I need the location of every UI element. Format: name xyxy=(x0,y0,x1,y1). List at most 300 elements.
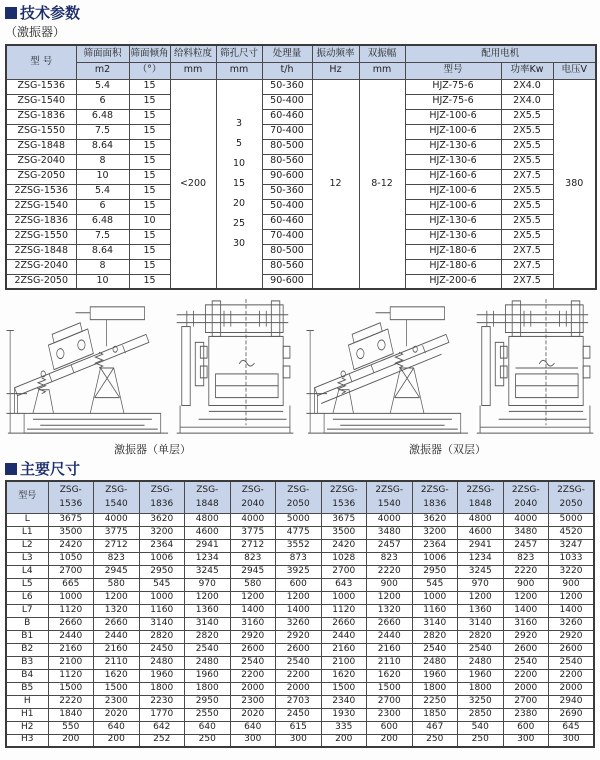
dim-value-cell: 2950 xyxy=(412,565,458,578)
screen-area-cell: 8.64 xyxy=(76,244,129,259)
motor-power-cell: 2X7.5 xyxy=(501,169,553,184)
motor-model-cell: HJZ-100-6 xyxy=(405,124,501,139)
dim-value-cell: 1200 xyxy=(185,591,231,604)
screen-area-cell: 6 xyxy=(76,199,129,214)
screen-angle-cell: 15 xyxy=(129,199,170,214)
motor-power-cell: 2X5.5 xyxy=(501,154,553,169)
dim-value-cell: 2712 xyxy=(230,539,276,552)
motor-power-cell: 2X5.5 xyxy=(501,229,553,244)
dim-value-cell: 3200 xyxy=(139,526,185,539)
dims-row-L4 xyxy=(6,565,594,578)
feed-size-cell: <200 xyxy=(170,79,216,289)
dim-label-cell: B4 xyxy=(6,669,48,682)
dim-value-cell: 900 xyxy=(367,578,413,591)
header-motor-power: 功率Kw xyxy=(501,62,553,79)
motor-model-cell: HJZ-200-6 xyxy=(405,274,501,289)
dim-value-cell: 2660 xyxy=(94,617,140,630)
dim-value-cell: 2420 xyxy=(321,539,367,552)
dim-value-cell: 252 xyxy=(139,734,185,747)
dim-value-cell: 2820 xyxy=(185,630,231,643)
dim-value-cell: 1033 xyxy=(549,552,595,565)
screen-angle-cell: 15 xyxy=(129,274,170,289)
technical-drawings xyxy=(5,295,595,441)
dim-value-cell: 1500 xyxy=(94,682,140,695)
dim-value-cell: 1800 xyxy=(139,682,185,695)
dim-value-cell: 1500 xyxy=(321,682,367,695)
dim-value-cell: 1200 xyxy=(230,591,276,604)
model-cell: 2ZSG-1848 xyxy=(6,244,76,259)
screen-angle-cell: 15 xyxy=(129,169,170,184)
dim-label-cell: H xyxy=(6,695,48,708)
exciter-header-row-1 xyxy=(6,45,596,62)
dims-row-B xyxy=(6,617,594,630)
dim-value-cell: 823 xyxy=(94,552,140,565)
screen-area-cell: 10 xyxy=(76,274,129,289)
dim-value-cell: 2440 xyxy=(367,630,413,643)
model-cell: ZSG-1540 xyxy=(6,94,76,109)
dims-row-B5 xyxy=(6,682,594,695)
dim-label-cell: L1 xyxy=(6,526,48,539)
screen-area-cell: 7.5 xyxy=(76,124,129,139)
dim-value-cell: 2000 xyxy=(276,682,322,695)
dim-value-cell: 1200 xyxy=(549,591,595,604)
dim-value-cell: 3775 xyxy=(230,526,276,539)
motor-model-cell: HJZ-130-6 xyxy=(405,154,501,169)
dim-value-cell: 2540 xyxy=(185,643,231,656)
dim-value-cell: 2700 xyxy=(48,565,94,578)
dim-value-cell: 300 xyxy=(549,734,595,747)
single-layer-end-view-drawing xyxy=(175,295,295,441)
dims-col-ZSG-1848: ZSG- 1848 xyxy=(185,481,231,513)
exciter-row xyxy=(6,94,596,109)
section-main-dimensions xyxy=(5,459,595,478)
screen-area-cell: 6.48 xyxy=(76,109,129,124)
motor-power-cell: 2X5.5 xyxy=(501,214,553,229)
model-cell: 2ZSG-2040 xyxy=(6,259,76,274)
dim-value-cell: 2230 xyxy=(139,695,185,708)
screen-angle-cell: 15 xyxy=(129,259,170,274)
exciter-row xyxy=(6,244,596,259)
screen-angle-cell: 15 xyxy=(129,109,170,124)
dim-label-cell: L5 xyxy=(6,578,48,591)
dim-value-cell: 1050 xyxy=(48,552,94,565)
dim-value-cell: 1200 xyxy=(458,591,504,604)
header-capacity: 处理量 xyxy=(262,45,312,62)
dim-value-cell: 643 xyxy=(321,578,367,591)
dim-value-cell: 3500 xyxy=(321,526,367,539)
dim-label-cell: B5 xyxy=(6,682,48,695)
dim-value-cell: 1800 xyxy=(185,682,231,695)
dim-value-cell: 2940 xyxy=(549,695,595,708)
dim-value-cell: 2660 xyxy=(48,617,94,630)
dim-value-cell: 2440 xyxy=(94,630,140,643)
dim-value-cell: 2450 xyxy=(139,643,185,656)
dim-value-cell: 3200 xyxy=(412,526,458,539)
dim-label-cell: B1 xyxy=(6,630,48,643)
dim-value-cell: 2220 xyxy=(48,695,94,708)
dim-value-cell: 4520 xyxy=(549,526,595,539)
dim-value-cell: 3620 xyxy=(139,513,185,526)
motor-model-cell: HJZ-130-6 xyxy=(405,229,501,244)
dim-value-cell: 1200 xyxy=(367,591,413,604)
capacity-cell: 80-500 xyxy=(262,139,312,154)
motor-power-cell: 2X5.5 xyxy=(501,184,553,199)
dim-value-cell: 3140 xyxy=(412,617,458,630)
dim-value-cell: 1200 xyxy=(276,591,322,604)
exciter-row xyxy=(6,184,596,199)
dim-label-cell: B xyxy=(6,617,48,630)
header-feed-unit: mm xyxy=(170,62,216,79)
dim-value-cell: 4600 xyxy=(185,526,231,539)
dim-value-cell: 900 xyxy=(549,578,595,591)
capacity-cell: 70-400 xyxy=(262,229,312,244)
exciter-table-body xyxy=(6,79,596,289)
dim-label-cell: L xyxy=(6,513,48,526)
dim-value-cell: 250 xyxy=(185,734,231,747)
dim-value-cell: 1360 xyxy=(185,604,231,617)
exciter-row xyxy=(6,139,596,154)
header-screen-area: 筛面面积 xyxy=(76,45,129,62)
main-dimensions-title: 主要尺寸 xyxy=(20,460,81,478)
dim-value-cell: 2020 xyxy=(94,708,140,721)
dim-value-cell: 600 xyxy=(503,721,549,734)
dim-label-cell: B2 xyxy=(6,643,48,656)
dim-value-cell: 2712 xyxy=(94,539,140,552)
exciter-subtitle: （激振器） xyxy=(5,25,66,39)
dim-value-cell: 5000 xyxy=(276,513,322,526)
caption-double-layer: 激振器（双层） xyxy=(409,443,486,456)
dim-value-cell: 2200 xyxy=(503,669,549,682)
dim-value-cell: 200 xyxy=(94,734,140,747)
dim-value-cell: 2550 xyxy=(185,708,231,721)
dim-value-cell: 1000 xyxy=(139,591,185,604)
dims-col-2ZSG-1540: 2ZSG- 1540 xyxy=(367,481,413,513)
screen-area-cell: 5.4 xyxy=(76,184,129,199)
dim-value-cell: 545 xyxy=(139,578,185,591)
motor-model-cell: HJZ-180-6 xyxy=(405,259,501,274)
dim-label-cell: H3 xyxy=(6,734,48,747)
dim-value-cell: 2300 xyxy=(230,695,276,708)
motor-power-cell: 2X4.0 xyxy=(501,79,553,94)
screen-angle-cell: 15 xyxy=(129,154,170,169)
dim-value-cell: 2457 xyxy=(367,539,413,552)
dim-label-cell: H1 xyxy=(6,708,48,721)
screen-angle-cell: 15 xyxy=(129,244,170,259)
dim-value-cell: 580 xyxy=(94,578,140,591)
model-cell: 2ZSG-1540 xyxy=(6,199,76,214)
header-angle-unit: （°） xyxy=(129,62,170,79)
dims-row-L xyxy=(6,513,594,526)
dim-value-cell: 640 xyxy=(185,721,231,734)
dim-value-cell: 4000 xyxy=(367,513,413,526)
dim-value-cell: 1160 xyxy=(412,604,458,617)
header-capacity-unit: t/h xyxy=(262,62,312,79)
motor-model-cell: HJZ-180-6 xyxy=(405,244,501,259)
drawing-single-layer xyxy=(5,295,295,441)
dims-row-L2 xyxy=(6,539,594,552)
screen-angle-cell: 10 xyxy=(129,214,170,229)
dim-value-cell: 2820 xyxy=(458,630,504,643)
dim-value-cell: 2160 xyxy=(48,643,94,656)
dim-value-cell: 2950 xyxy=(185,695,231,708)
dim-value-cell: 250 xyxy=(458,734,504,747)
dims-col-ZSG-2040: ZSG- 2040 xyxy=(230,481,276,513)
dim-value-cell: 200 xyxy=(367,734,413,747)
dim-value-cell: 1850 xyxy=(412,708,458,721)
dim-value-cell: 1006 xyxy=(139,552,185,565)
exciter-row xyxy=(6,154,596,169)
dim-value-cell: 1360 xyxy=(458,604,504,617)
motor-power-cell: 2X7.5 xyxy=(501,259,553,274)
drawing-double-layer xyxy=(305,295,595,441)
single-layer-side-view-drawing xyxy=(5,295,171,441)
dim-value-cell: 2945 xyxy=(94,565,140,578)
motor-power-cell: 2X5.5 xyxy=(501,139,553,154)
screen-area-cell: 5.4 xyxy=(76,79,129,94)
dim-value-cell: 1770 xyxy=(139,708,185,721)
dim-value-cell: 4800 xyxy=(185,513,231,526)
dim-value-cell: 1320 xyxy=(94,604,140,617)
dim-value-cell: 665 xyxy=(48,578,94,591)
dim-value-cell: 1620 xyxy=(367,669,413,682)
frequency-cell: 12 xyxy=(312,79,359,289)
model-cell: ZSG-2040 xyxy=(6,154,76,169)
dim-value-cell: 300 xyxy=(503,734,549,747)
screen-area-cell: 8.64 xyxy=(76,139,129,154)
dim-value-cell: 2000 xyxy=(549,682,595,695)
capacity-cell: 80-560 xyxy=(262,154,312,169)
dim-value-cell: 545 xyxy=(412,578,458,591)
dim-value-cell: 250 xyxy=(412,734,458,747)
dims-row-B4 xyxy=(6,669,594,682)
dim-value-cell: 823 xyxy=(367,552,413,565)
exciter-header-row-2 xyxy=(6,62,596,79)
main-dimensions-table xyxy=(5,480,595,748)
dims-row-L7 xyxy=(6,604,594,617)
dim-value-cell: 2941 xyxy=(458,539,504,552)
motor-power-cell: 2X7.5 xyxy=(501,244,553,259)
dim-value-cell: 3140 xyxy=(185,617,231,630)
dim-value-cell: 2700 xyxy=(503,695,549,708)
dim-value-cell: 1500 xyxy=(48,682,94,695)
exciter-row xyxy=(6,274,596,289)
dims-row-L6 xyxy=(6,591,594,604)
dim-value-cell: 2920 xyxy=(276,630,322,643)
header-screen-angle: 筛面倾角 xyxy=(129,45,170,62)
dim-value-cell: 1400 xyxy=(503,604,549,617)
dim-label-cell: L2 xyxy=(6,539,48,552)
dims-corner-cell: 型号 xyxy=(6,481,48,513)
dim-value-cell: 2950 xyxy=(139,565,185,578)
dim-value-cell: 1620 xyxy=(321,669,367,682)
header-area-unit: m2 xyxy=(76,62,129,79)
dim-value-cell: 3675 xyxy=(321,513,367,526)
dim-value-cell: 4600 xyxy=(458,526,504,539)
dim-value-cell: 1400 xyxy=(549,604,595,617)
dim-value-cell: 2920 xyxy=(549,630,595,643)
model-cell: 2ZSG-2050 xyxy=(6,274,76,289)
dim-value-cell: 2440 xyxy=(48,630,94,643)
dim-value-cell: 1500 xyxy=(367,682,413,695)
capacity-cell: 60-460 xyxy=(262,214,312,229)
dim-value-cell: 3552 xyxy=(276,539,322,552)
dim-value-cell: 2660 xyxy=(367,617,413,630)
dim-value-cell: 3775 xyxy=(94,526,140,539)
dim-value-cell: 1800 xyxy=(458,682,504,695)
exciter-row xyxy=(6,79,596,94)
dim-value-cell: 2200 xyxy=(549,669,595,682)
dim-value-cell: 1400 xyxy=(276,604,322,617)
dim-value-cell: 2700 xyxy=(367,695,413,708)
dim-value-cell: 2200 xyxy=(230,669,276,682)
model-cell: 2ZSG-1550 xyxy=(6,229,76,244)
dim-value-cell: 2703 xyxy=(276,695,322,708)
dim-value-cell: 3245 xyxy=(185,565,231,578)
dim-value-cell: 3140 xyxy=(139,617,185,630)
dim-value-cell: 300 xyxy=(276,734,322,747)
dims-row-L1 xyxy=(6,526,594,539)
dim-value-cell: 2920 xyxy=(503,630,549,643)
motor-model-cell: HJZ-75-6 xyxy=(405,94,501,109)
model-cell: ZSG-2050 xyxy=(6,169,76,184)
motor-model-cell: HJZ-160-6 xyxy=(405,169,501,184)
drawing-captions xyxy=(5,441,595,456)
dims-row-L3 xyxy=(6,552,594,565)
dim-value-cell: 2020 xyxy=(230,708,276,721)
dim-value-cell: 1840 xyxy=(48,708,94,721)
dim-value-cell: 3675 xyxy=(48,513,94,526)
dim-value-cell: 2000 xyxy=(503,682,549,695)
dim-value-cell: 4000 xyxy=(94,513,140,526)
screen-angle-cell: 15 xyxy=(129,124,170,139)
header-motor-group: 配用电机 xyxy=(405,45,596,62)
dims-col-2ZSG-2050: 2ZSG- 2050 xyxy=(549,481,595,513)
dim-value-cell: 2100 xyxy=(321,656,367,669)
dim-value-cell: 2220 xyxy=(367,565,413,578)
dim-label-cell: L3 xyxy=(6,552,48,565)
dim-value-cell: 1006 xyxy=(412,552,458,565)
dims-col-2ZSG-1836: 2ZSG- 1836 xyxy=(412,481,458,513)
dims-col-2ZSG-1848: 2ZSG- 1848 xyxy=(458,481,504,513)
header-amp-unit: mm xyxy=(359,62,405,79)
dim-label-cell: L6 xyxy=(6,591,48,604)
motor-model-cell: HJZ-130-6 xyxy=(405,214,501,229)
exciter-row xyxy=(6,214,596,229)
screen-area-cell: 8 xyxy=(76,154,129,169)
motor-model-cell: HJZ-130-6 xyxy=(405,139,501,154)
dim-value-cell: 2540 xyxy=(276,656,322,669)
dim-value-cell: 1200 xyxy=(94,591,140,604)
dim-value-cell: 3260 xyxy=(549,617,595,630)
dims-row-H1 xyxy=(6,708,594,721)
exciter-spec-table xyxy=(5,44,597,290)
screen-area-cell: 7.5 xyxy=(76,229,129,244)
exciter-row xyxy=(6,199,596,214)
exciter-row xyxy=(6,109,596,124)
screen-angle-cell: 15 xyxy=(129,184,170,199)
amplitude-cell: 8-12 xyxy=(359,79,405,289)
dim-value-cell: 2941 xyxy=(185,539,231,552)
double-layer-side-view-drawing xyxy=(305,295,471,441)
dim-value-cell: 2820 xyxy=(139,630,185,643)
dim-value-cell: 1234 xyxy=(185,552,231,565)
dim-value-cell: 2540 xyxy=(503,656,549,669)
dim-value-cell: 2364 xyxy=(139,539,185,552)
dim-value-cell: 1000 xyxy=(48,591,94,604)
voltage-cell: 380 xyxy=(553,79,596,289)
dim-value-cell: 2945 xyxy=(230,565,276,578)
dim-value-cell: 2480 xyxy=(412,656,458,669)
dim-value-cell: 2300 xyxy=(94,695,140,708)
screen-area-cell: 6 xyxy=(76,94,129,109)
dim-value-cell: 645 xyxy=(549,721,595,734)
dim-value-cell: 2540 xyxy=(412,643,458,656)
dim-value-cell: 640 xyxy=(94,721,140,734)
dim-value-cell: 2540 xyxy=(458,643,504,656)
dim-value-cell: 1120 xyxy=(48,669,94,682)
dim-value-cell: 3160 xyxy=(230,617,276,630)
dim-value-cell: 540 xyxy=(458,721,504,734)
motor-model-cell: HJZ-100-6 xyxy=(405,184,501,199)
dim-value-cell: 4000 xyxy=(503,513,549,526)
model-cell: ZSG-1836 xyxy=(6,109,76,124)
dims-row-H3 xyxy=(6,734,594,747)
dim-value-cell: 2480 xyxy=(139,656,185,669)
capacity-cell: 50-360 xyxy=(262,184,312,199)
dim-value-cell: 2600 xyxy=(503,643,549,656)
capacity-cell: 50-360 xyxy=(262,79,312,94)
dim-value-cell: 1028 xyxy=(321,552,367,565)
screen-angle-cell: 15 xyxy=(129,79,170,94)
dim-value-cell: 550 xyxy=(48,721,94,734)
dim-value-cell: 3500 xyxy=(48,526,94,539)
header-motor-model: 型号 xyxy=(405,62,501,79)
dims-header-row xyxy=(6,481,594,513)
dim-value-cell: 2600 xyxy=(549,643,595,656)
dims-table-body xyxy=(6,513,594,747)
dim-value-cell: 1000 xyxy=(321,591,367,604)
capacity-cell: 70-400 xyxy=(262,124,312,139)
dim-value-cell: 2200 xyxy=(276,669,322,682)
dim-value-cell: 2160 xyxy=(94,643,140,656)
motor-power-cell: 2X5.5 xyxy=(501,199,553,214)
hole-size-cell: 3 5 10 15 20 25 30 xyxy=(216,79,262,289)
dim-value-cell: 2920 xyxy=(230,630,276,643)
dim-value-cell: 1120 xyxy=(321,604,367,617)
dim-value-cell: 2820 xyxy=(412,630,458,643)
section-technical-params xyxy=(5,3,595,22)
dim-value-cell: 300 xyxy=(230,734,276,747)
model-cell: ZSG-1848 xyxy=(6,139,76,154)
dim-value-cell: 2440 xyxy=(321,630,367,643)
dim-value-cell: 900 xyxy=(503,578,549,591)
dim-value-cell: 2850 xyxy=(458,708,504,721)
dim-value-cell: 600 xyxy=(276,578,322,591)
exciter-row xyxy=(6,169,596,184)
dims-row-B3 xyxy=(6,656,594,669)
dim-value-cell: 3140 xyxy=(458,617,504,630)
dim-value-cell: 1320 xyxy=(367,604,413,617)
dim-value-cell: 3480 xyxy=(503,526,549,539)
dim-value-cell: 1960 xyxy=(139,669,185,682)
header-hole-size: 筛孔尺寸 xyxy=(216,45,262,62)
section-marker-icon xyxy=(5,463,17,475)
dim-value-cell: 2660 xyxy=(321,617,367,630)
dims-col-2ZSG-2040: 2ZSG- 2040 xyxy=(503,481,549,513)
dim-value-cell: 3247 xyxy=(549,539,595,552)
capacity-cell: 80-560 xyxy=(262,259,312,274)
dims-row-H2 xyxy=(6,721,594,734)
